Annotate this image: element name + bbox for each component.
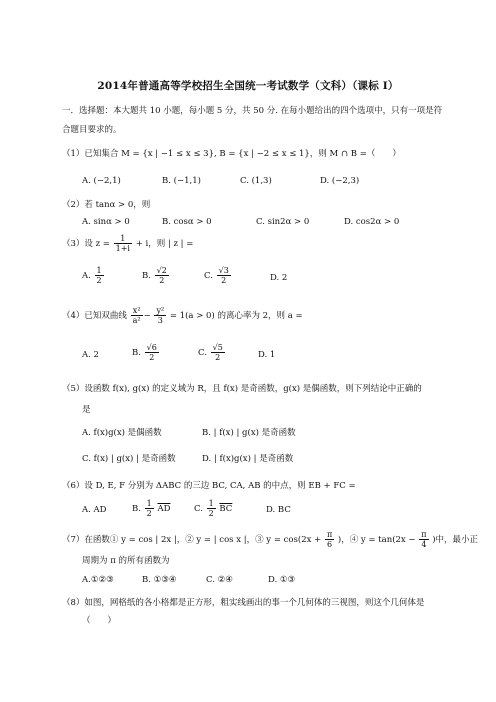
question-6-stem: （6）设 D, E, F 分别为 ΔABC 的三边 BC, CA, AB 的中点，则 EB + FC = <box>62 481 356 491</box>
question-5-stem: （5）设函数 f(x), g(x) 的定义域为 R，且 f(x) 是奇函数，g(x) 是偶函数，则下列结论中正确的 <box>62 384 422 394</box>
question-1-stem: （1）已知集合 M = {x | −1 ≤ x ≤ 3}, B = {x | −2 ≤ x ≤ 1}，则 M ∩ B =（ ） <box>62 149 401 159</box>
q3-option-b: B. $\frac{√2}{2}$ <box>142 266 167 285</box>
question-3-stem <box>62 234 452 253</box>
q3-stem-pre: （3）设 z = <box>62 239 110 249</box>
q3-option-c: C. $\frac{√3}{2}$ <box>204 266 229 285</box>
q3-fraction: $\frac{1}{1+i}$ <box>115 234 130 253</box>
q4-option-a: A. 2 <box>82 350 99 360</box>
q5-option-a: A. f(x)g(x) 是偶函数 <box>82 428 162 438</box>
q1-option-d: D. (−2,3) <box>320 176 360 186</box>
q6-option-b: B. $\frac{1}{2}$ $\overline{AD}$ <box>132 499 171 518</box>
q1-option-a: A. (−2,1) <box>82 176 121 186</box>
page-title: 2014年普通高等学校招生全国统一考试数学（文科）（课标 I） <box>97 80 399 92</box>
q6-option-c: C. $\frac{1}{2}$ $\overline{BC}$ <box>194 499 233 518</box>
q3-option-a: A. $\frac{1}{2}$ <box>82 266 102 285</box>
question-4-stem: （4）已知双曲线 $\frac{\text{x²}}{\text{a²}}$ − $\frac{\text{y²}}{3}$ = 1(a > 0) 的离心率为 2，则 a = <box>62 306 303 325</box>
q6-option-d: D. BC <box>266 505 291 515</box>
question-7-stem: （7）在函数① y = cos | 2x |，② y = | cos x |，③ y = cos(2x + $\frac{\pi}{6}$ )，④ y = tan(2x − $\frac{\pi}{4}$ )中，最小正 <box>62 530 479 549</box>
q5-option-d: D. | f(x)g(x) | 是奇函数 <box>202 454 294 464</box>
q5-option-b: B. | f(x) | g(x) 是奇函数 <box>202 428 296 438</box>
q2-option-c: C. sin2α > 0 <box>256 217 310 227</box>
q7-option-a: A.①②③ <box>82 575 114 585</box>
q3-stem-post: + i，则 | z | = <box>135 239 194 249</box>
question-2-stem: （2）若 tanα > 0，则 <box>62 200 151 210</box>
q2-option-d: D. cos2α > 0 <box>344 217 400 227</box>
question-8-stem: （8）如图，网格纸的各小格都是正方形，粗实线画出的事一个几何体的三视图，则这个几何体是 <box>62 598 425 608</box>
q4-option-c: C. $\frac{√5}{2}$ <box>198 343 223 362</box>
q4-option-d: D. 1 <box>258 350 276 360</box>
question-7-stem-cont: 周期为 π 的所有函数为 <box>82 556 170 566</box>
q1-option-c: C. (1,3) <box>240 176 272 186</box>
section-intro: 一．选择题：本大题共 10 小题，每小题 5 分，共 50 分. 在每小题给出的四个选项中，只有一项是符合题目要求的。 <box>62 106 443 135</box>
q7-option-c: C. ②④ <box>206 575 233 585</box>
q4-option-b: B. $\frac{√6}{2}$ <box>132 343 157 362</box>
q5-option-c: C. f(x) | g(x) | 是奇函数 <box>82 454 176 464</box>
q2-option-b: B. cosα > 0 <box>162 217 212 227</box>
question-8-stem-cont: （ ） <box>82 616 117 626</box>
q7-option-b: B. ①③④ <box>142 575 177 585</box>
q2-option-a: A. sinα > 0 <box>82 217 130 227</box>
q7-option-d: D. ①③ <box>268 575 296 585</box>
q6-option-a: A. AD <box>82 505 107 515</box>
q1-option-b: B. (−1,1) <box>162 176 201 186</box>
question-5-stem-cont: 是 <box>82 405 91 415</box>
q3-option-d: D. 2 <box>270 273 288 283</box>
